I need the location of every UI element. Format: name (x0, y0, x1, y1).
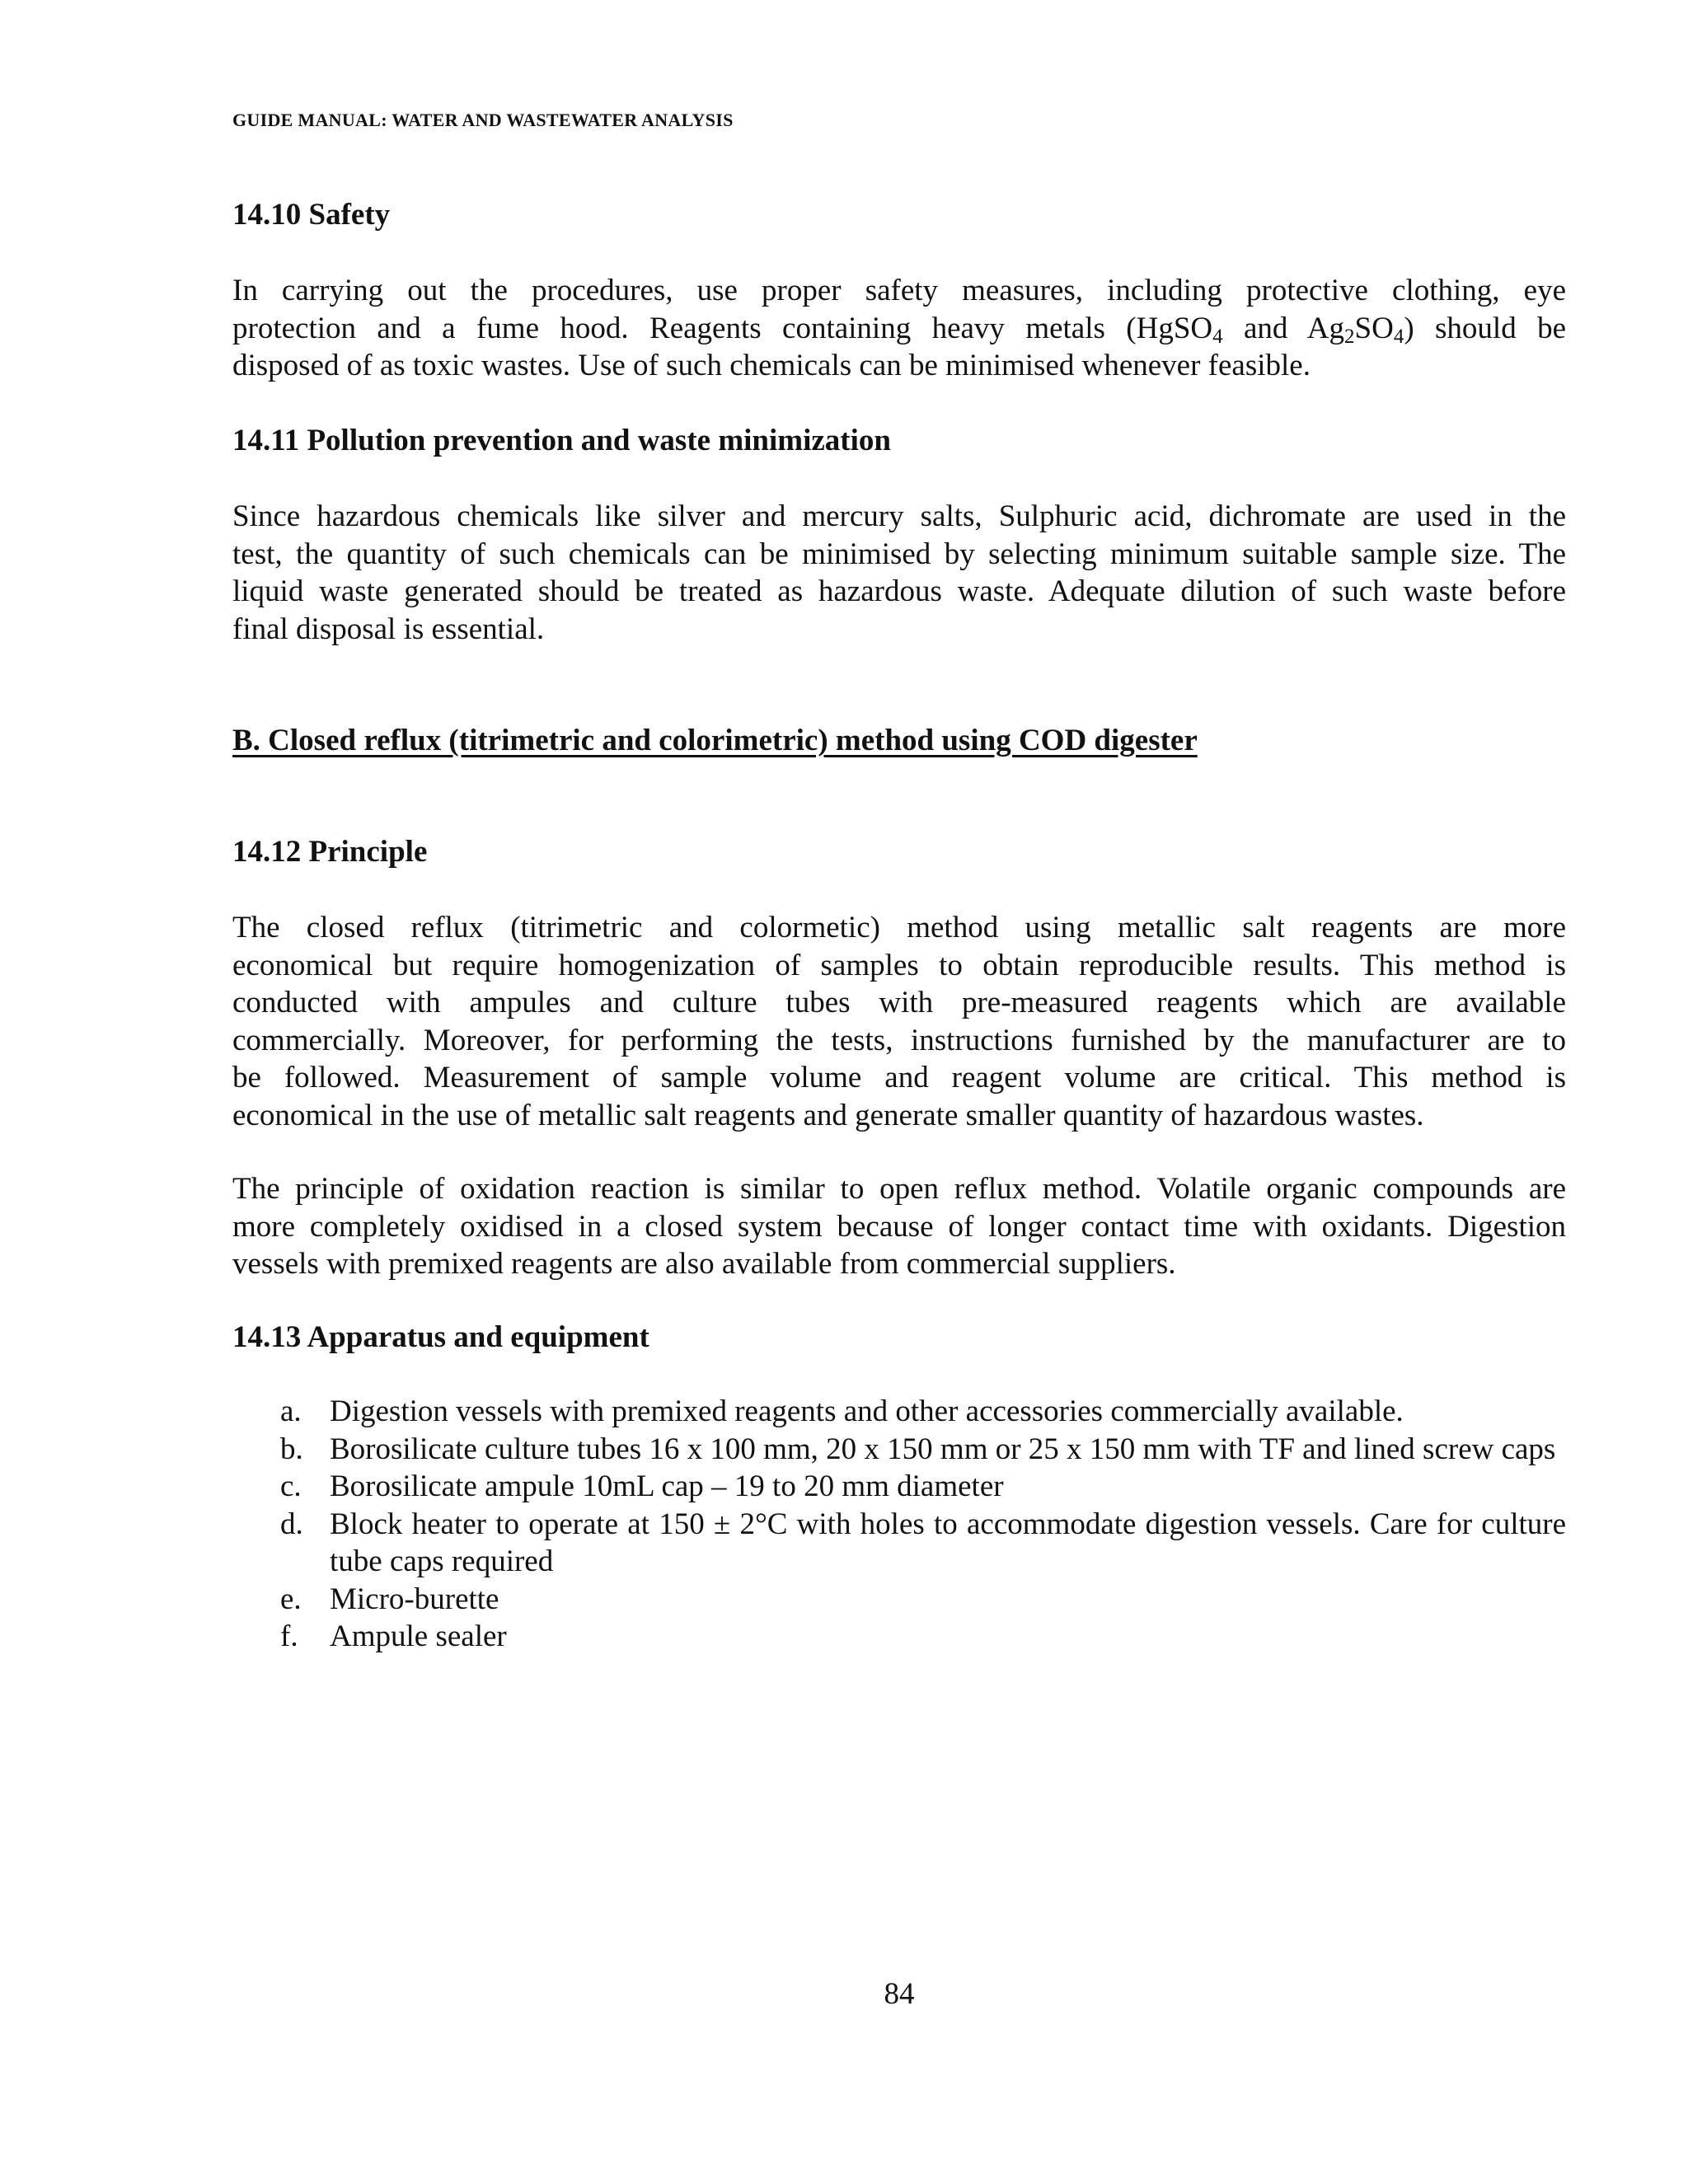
paragraph-line: final disposal is essential. (232, 612, 545, 646)
safety-line-2-text-a: protection and a fume hood. Reagents containing heavy metals (HgSO (232, 311, 1213, 345)
paragraph-line: be followed. Measurement of sample volume and reagent volume are critical. This method is (232, 1061, 1566, 1094)
principle-paragraph-2 (232, 1170, 1566, 1283)
list-item-text: Micro-burette (330, 1582, 499, 1616)
list-item (280, 1431, 1566, 1469)
list-marker: c. (280, 1469, 302, 1503)
document-page (232, 0, 1566, 2184)
paragraph-line: vessels with premixed reagents are also available from commercial suppliers. (232, 1247, 1176, 1281)
safety-line-2-text-c: SO (1354, 311, 1394, 345)
list-marker: e. (280, 1582, 302, 1616)
safety-paragraph (232, 272, 1566, 385)
pollution-paragraph (232, 498, 1566, 648)
list-item (280, 1581, 1566, 1619)
paragraph-line: economical but require homogenization of samples to obtain reproducible results. This method is (232, 948, 1566, 982)
list-item-text: Block heater to operate at 150 ± 2°C with holes to accommodate digestion vessels. Care for culture tube caps required (330, 1507, 1566, 1578)
paragraph-line: test, the quantity of such chemicals can be minimised by selecting minimum suitable sample size. The (232, 537, 1566, 571)
apparatus-list (280, 1393, 1566, 1656)
paragraph-line: more completely oxidised in a closed system because of longer contact time with oxidants. Digestion (232, 1209, 1566, 1244)
paragraph-line: Since hazardous chemicals like silver and mercury salts, Sulphuric acid, dichromate are used in the (232, 499, 1566, 533)
list-item (280, 1468, 1566, 1506)
list-marker: f. (280, 1619, 298, 1653)
paragraph-line: commercially. Moreover, for performing the tests, instructions furnished by the manufacturer are to (232, 1023, 1566, 1057)
list-item (280, 1506, 1566, 1581)
list-item-text: Ampule sealer (330, 1619, 507, 1653)
list-marker: d. (280, 1507, 303, 1541)
page-number: 84 (884, 1977, 915, 2011)
list-marker: b. (280, 1432, 303, 1466)
paragraph-line: The closed reflux (titrimetric and colormetic) method using metallic salt reagents are more (232, 911, 1566, 944)
list-item-text: Digestion vessels with premixed reagents and other accessories commercially available. (330, 1394, 1404, 1428)
principle-paragraph-1 (232, 909, 1566, 1134)
safety-line-2-text-d: ) should be (1404, 311, 1566, 345)
subscript: 4 (1212, 325, 1223, 348)
pollution-heading: 14.11 Pollution prevention and waste minimization (232, 424, 891, 457)
safety-heading: 14.10 Safety (232, 198, 391, 232)
safety-line-1: In carrying out the procedures, use proper safety measures, including protective clothing, eye (232, 274, 1566, 307)
section-b-title: B. Closed reflux (titrimetric and colorimetric) method using COD digester (232, 724, 1198, 757)
principle-heading: 14.12 Principle (232, 835, 428, 869)
apparatus-heading: 14.13 Apparatus and equipment (232, 1320, 649, 1354)
subscript: 2 (1344, 325, 1355, 348)
paragraph-line: economical in the use of metallic salt reagents and generate smaller quantity of hazardous wastes. (232, 1098, 1424, 1132)
paragraph-line: liquid waste generated should be treated as hazardous waste. Adequate dilution of such waste before (232, 574, 1566, 608)
list-item (280, 1618, 1566, 1656)
running-header: GUIDE MANUAL: WATER AND WASTEWATER ANALYSIS (232, 110, 734, 130)
list-item-text: Borosilicate ampule 10mL cap – 19 to 20 mm diameter (330, 1469, 1004, 1503)
paragraph-line: The principle of oxidation reaction is similar to open reflux method. Volatile organic compounds are (232, 1172, 1566, 1206)
safety-line-2 (232, 310, 1566, 348)
safety-line-2-text-b: and Ag (1222, 311, 1344, 345)
list-marker: a. (280, 1394, 302, 1428)
list-item (280, 1393, 1566, 1431)
paragraph-line: conducted with ampules and culture tubes with pre-measured reagents which are available (232, 986, 1566, 1019)
safety-line-3: disposed of as toxic wastes. Use of such chemicals can be minimised whenever feasible. (232, 349, 1311, 382)
list-item-text: Borosilicate culture tubes 16 x 100 mm, 20 x 150 mm or 25 x 150 mm with TF and lined screw caps (330, 1432, 1556, 1466)
subscript: 4 (1393, 325, 1404, 348)
